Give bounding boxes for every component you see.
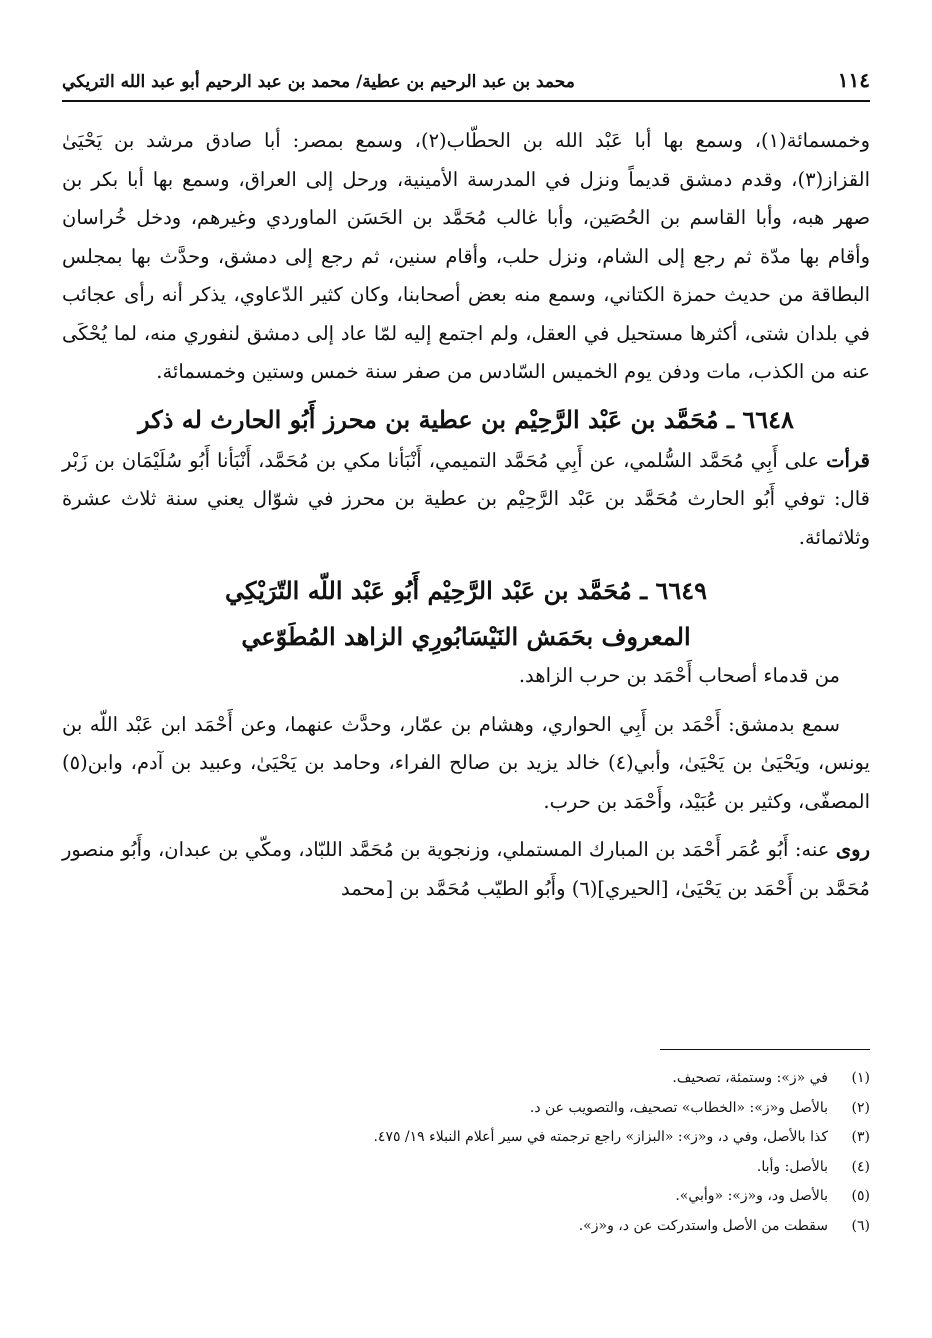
entry-6649-intro: من قدماء أصحاب أَحْمَد بن حرب الزاهد. — [518, 664, 840, 687]
continuation-paragraph: وخمسمائة(١)، وسمع بها أبا عَبْد الله بن الحطّاب(٢)، وسمع بمصر: أبا صادق مرشد بن يَحْيَىٰ القزاز(٣)، وقدم دمشق قديماً ونزل في المدرسة الأمينية، ورحل إلى العراق، وسمع بها أبا بكر بن صهر هبه، وأبا القاسم بن الحُصَين، وأبا غالب مُحَمَّد بن الحَسَن الماوردي وغيرهم، ودخل خُراسان وأقام بها مدّة ثم رجع إلى الشام، ونزل حلب، وأقام سنين، ثم رجع إلى دمشق، وحدَّث بها بمجلس البطاقة من حديث حمزة الكتاني، وسمع منه بعض أصحابنا، وكان كثير الدّعاوي، يذكر أنه رأى عجائب في بلدان شتى، أكثرها مستحيل في العقل، ولم اجتمع إليه لمّا عاد إلى دمشق لنفوري منه، لما يُحْكَى عنه من الكذب، مات ودفن يوم الخميس السّادس من صفر سنة خمس وستين وخمسمائة. — [62, 129, 870, 383]
footnote-divider — [660, 1049, 870, 1050]
entry-6648-text — [62, 442, 870, 558]
footnote-1 — [62, 1064, 870, 1094]
entry-6649-subtitle: المعروف بحَمَش النَيْسَابُورِي الزاهد المُطَوّعي — [241, 622, 691, 651]
footnote-number: (٤) — [851, 1158, 870, 1175]
footnote-text: بالأصل و«ز»: «الخطاب» تصحيف، والتصويب عن د. — [529, 1099, 828, 1116]
footnote-6 — [62, 1212, 870, 1242]
footnotes — [62, 1064, 870, 1241]
page-number: ١١٤ — [837, 68, 870, 92]
spacer — [62, 696, 870, 706]
footnote-4 — [62, 1153, 870, 1183]
footnote-2 — [62, 1094, 870, 1124]
footnote-text: كذا بالأصل، وفي د، و«ز»: «البزاز» راجع ترجمته في سير أعلام النبلاء ١٩/ ٤٧٥. — [373, 1129, 828, 1145]
footnote-3 — [62, 1123, 870, 1153]
entry-6649-heard-from: سمع بدمشق: أَحْمَد بن أَبِي الحواري، وهشام بن عمّار، وحدَّث عنهما، وعن أَحْمَد ابن عَبْد اللّه بن يونس، ويَحْيَىٰ بن يَحْيَىٰ، وأبي(٤) خالد يزيد بن صالح الفراء، وحامد بن يَحْيَىٰ، وعبيد بن آدم، وابن(٥) المصفّى، وكثير بن عُبَيْد، وأَحْمَد بن حرب. — [62, 712, 870, 813]
footnote-text: بالأصل: وأبا. — [756, 1158, 828, 1175]
entry-6649-narrated-body: عنه: أَبُو عُمَر أَحْمَد بن المبارك المستملي، وزنجوية بن مُحَمَّد اللبّاد، ومكّي بن عبدان، وأَبُو منصور مُحَمَّد بن أَحْمَد بن يَحْيَىٰ، [الحيري](٦) وأَبُو الطيّب مُحَمَّد بن [محمد — [62, 838, 870, 900]
footnote-text: بالأصل ود، و«ز»: «وأبي». — [675, 1188, 828, 1204]
footnote-number: (٣) — [851, 1129, 870, 1145]
footnote-number: (٢) — [851, 1099, 870, 1116]
spacer — [62, 821, 870, 831]
page-header — [62, 58, 870, 98]
footnote-text: سقطت من الأصل واستدركت عن د، و«ز». — [578, 1217, 828, 1234]
entry-6649-narrated-lead: روى — [835, 838, 870, 861]
footnote-text: في «ز»: وستمئة، تصحيف. — [672, 1070, 828, 1086]
entry-6648-title: ٦٦٤٨ ـ مُحَمَّد بن عَبْد الرَّحِيْم بن عطية بن محرز أَبُو الحارث له ذكر — [138, 404, 794, 434]
footnote-number: (٥) — [851, 1188, 870, 1204]
entry-6648-lead-word: قرأت — [826, 448, 870, 472]
footnote-number: (٦) — [851, 1217, 870, 1234]
entry-6648-body: على أَبِي مُحَمَّد السُّلمي، عن أَبِي مُحَمَّد التميمي، أَنْبَأنا مكي بن مُحَمَّد، أَنْبَأنا أَبُو سُلَيْمَان بن زَبْر قال: توفي أَبُو الحارث مُحَمَّد بن عَبْد الرَّحِيْم بن عطية بن محرز في شوّال يعني سنة ثلاث عشرة وثلاثمائة. — [62, 448, 870, 549]
header-divider — [62, 100, 870, 102]
page-body — [62, 122, 870, 908]
footnote-5 — [62, 1182, 870, 1212]
footnote-number: (١) — [851, 1070, 870, 1086]
running-title: محمد بن عبد الرحيم بن عطية/ محمد بن عبد الرحيم أبو عبد الله التريكي — [62, 72, 575, 92]
entry-6649-narrated — [62, 831, 870, 908]
entry-6649-title: ٦٦٤٩ ـ مُحَمَّد بن عَبْد الرَّحِيْم أَبُو عَبْد اللّه التّرَيْكِي — [224, 576, 708, 605]
